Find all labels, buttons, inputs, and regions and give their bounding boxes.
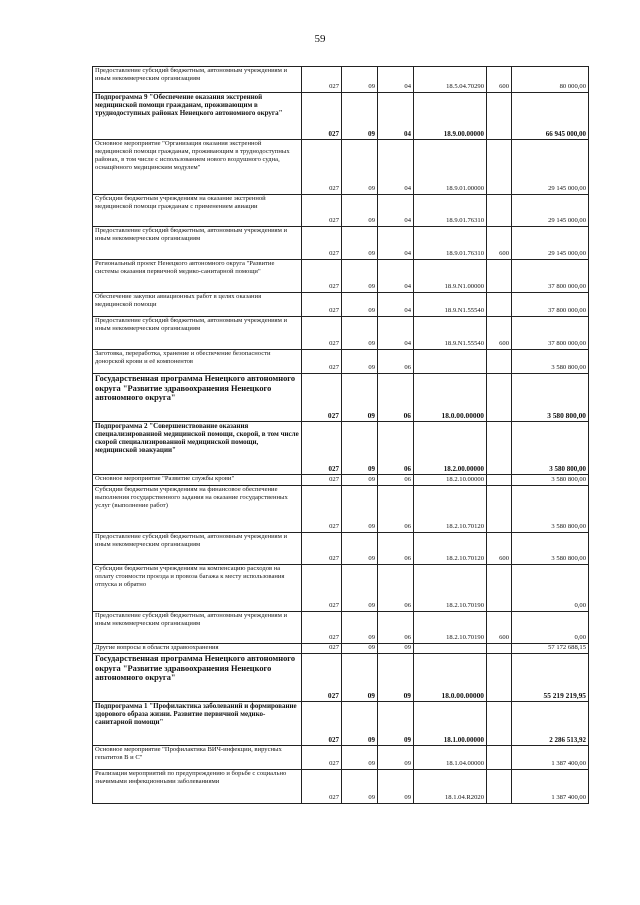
- row-expense-type: 600: [487, 67, 512, 93]
- row-target-article: 18.9.01.76310: [414, 227, 487, 260]
- row-target-article: 18.9.01.76310: [414, 195, 487, 227]
- row-target-article: 18.1.04.00000: [414, 746, 487, 770]
- row-subsection-code: 06: [378, 612, 414, 644]
- row-amount: 1 387 400,00: [512, 746, 589, 770]
- row-expense-type: 600: [487, 227, 512, 260]
- row-subsection-code: 06: [378, 475, 414, 486]
- row-expense-type: [487, 644, 512, 654]
- row-target-article: 18.9.N1.55540: [414, 293, 487, 317]
- row-target-article: 18.2.10.70190: [414, 612, 487, 644]
- row-expense-type: [487, 93, 512, 140]
- row-section-code: 09: [342, 644, 378, 654]
- row-ved-code: 027: [302, 350, 342, 374]
- table-row: [93, 612, 589, 644]
- row-target-article: 18.0.00.00000: [414, 654, 487, 702]
- row-subsection-code: 06: [378, 565, 414, 612]
- row-subsection-code: 06: [378, 350, 414, 374]
- table-row: [93, 770, 589, 804]
- row-amount: 29 145 000,00: [512, 195, 589, 227]
- row-ved-code: 027: [302, 227, 342, 260]
- row-ved-code: 027: [302, 374, 342, 422]
- row-name: Основное мероприятие "Развитие службы крови": [93, 475, 302, 486]
- row-ved-code: 027: [302, 702, 342, 746]
- row-expense-type: [487, 770, 512, 804]
- row-target-article: 18.2.00.00000: [414, 422, 487, 475]
- row-name: Реализация мероприятий по предупреждению и борьбе с социально значимыми инфекционными заболеваниями: [93, 770, 302, 804]
- row-expense-type: [487, 260, 512, 293]
- row-name: Предоставление субсидий бюджетным, автономным учреждениям и иным некоммерческим организациям: [93, 533, 302, 565]
- row-name: Другие вопросы в области здравоохранения: [93, 644, 302, 654]
- row-name: Подпрограмма 9 "Обеспечение оказания экстренной медицинской помощи гражданам, проживающим в труднодоступных районах Ненецкого автономного округа": [93, 93, 302, 140]
- row-section-code: 09: [342, 770, 378, 804]
- row-target-article: 18.9.01.00000: [414, 140, 487, 195]
- row-subsection-code: 06: [378, 533, 414, 565]
- table-row: [93, 350, 589, 374]
- row-section-code: 09: [342, 260, 378, 293]
- row-target-article: 18.2.10.70120: [414, 486, 487, 533]
- row-name: Предоставление субсидий бюджетным, автономным учреждениям и иным некоммерческим организациям: [93, 317, 302, 350]
- row-name: Основное мероприятие "Профилактика ВИЧ-инфекции, вирусных гепатитов В и С": [93, 746, 302, 770]
- row-name: Обеспечение закупки авиационных работ в целях оказания медицинской помощи: [93, 293, 302, 317]
- row-ved-code: 027: [302, 644, 342, 654]
- table-row: [93, 565, 589, 612]
- row-target-article: 18.5.04.70290: [414, 67, 487, 93]
- row-amount: 37 800 000,00: [512, 260, 589, 293]
- row-amount: 3 580 800,00: [512, 422, 589, 475]
- row-subsection-code: 04: [378, 195, 414, 227]
- row-name: Субсидии бюджетным учреждениям на финансовое обеспечение выполнения государственного задания на оказание государственных услуг (выполнение работ): [93, 486, 302, 533]
- row-name: Предоставление субсидий бюджетным, автономным учреждениям и иным некоммерческим организациям: [93, 612, 302, 644]
- table-row: [93, 533, 589, 565]
- row-subsection-code: 09: [378, 644, 414, 654]
- row-name: Подпрограмма 2 "Совершенствование оказания специализированной медицинской помощи, скорой, в том числе скорой специализированной медицинской помощи, медицинской эвакуации": [93, 422, 302, 475]
- row-amount: 3 580 800,00: [512, 350, 589, 374]
- row-target-article: 18.1.04.R2020: [414, 770, 487, 804]
- row-expense-type: 600: [487, 612, 512, 644]
- row-expense-type: [487, 350, 512, 374]
- row-amount: 3 580 800,00: [512, 486, 589, 533]
- row-amount: 3 580 800,00: [512, 533, 589, 565]
- row-amount: 57 172 688,15: [512, 644, 589, 654]
- row-ved-code: 027: [302, 746, 342, 770]
- table-row: [93, 67, 589, 93]
- row-amount: 3 580 800,00: [512, 475, 589, 486]
- row-target-article: 18.0.00.00000: [414, 374, 487, 422]
- row-subsection-code: 04: [378, 93, 414, 140]
- table-row: [93, 475, 589, 486]
- row-ved-code: 027: [302, 67, 342, 93]
- table-row: [93, 293, 589, 317]
- row-section-code: 09: [342, 475, 378, 486]
- table-body: [93, 67, 589, 804]
- row-ved-code: 027: [302, 770, 342, 804]
- row-ved-code: 027: [302, 260, 342, 293]
- row-subsection-code: 09: [378, 746, 414, 770]
- table-row: [93, 422, 589, 475]
- row-target-article: 18.9.N1.00000: [414, 260, 487, 293]
- page-number: 59: [314, 33, 326, 45]
- row-section-code: 09: [342, 350, 378, 374]
- row-ved-code: 027: [302, 93, 342, 140]
- row-ved-code: 027: [302, 533, 342, 565]
- table-row: [93, 702, 589, 746]
- row-amount: 29 145 000,00: [512, 227, 589, 260]
- table-row: [93, 195, 589, 227]
- row-ved-code: 027: [302, 293, 342, 317]
- row-name: Субсидии бюджетным учреждениям на оказание экстренной медицинской помощи гражданам с применением авиации: [93, 195, 302, 227]
- row-expense-type: [487, 475, 512, 486]
- row-target-article: 18.2.10.70190: [414, 565, 487, 612]
- row-subsection-code: 06: [378, 486, 414, 533]
- row-subsection-code: 04: [378, 293, 414, 317]
- row-section-code: 09: [342, 317, 378, 350]
- row-subsection-code: 04: [378, 67, 414, 93]
- row-target-article: 18.1.00.00000: [414, 702, 487, 746]
- row-section-code: 09: [342, 612, 378, 644]
- row-section-code: 09: [342, 67, 378, 93]
- row-subsection-code: 04: [378, 140, 414, 195]
- row-section-code: 09: [342, 227, 378, 260]
- row-section-code: 09: [342, 746, 378, 770]
- table-row: [93, 93, 589, 140]
- row-section-code: 09: [342, 93, 378, 140]
- row-ved-code: 027: [302, 486, 342, 533]
- table-row: [93, 140, 589, 195]
- row-subsection-code: 06: [378, 422, 414, 475]
- row-subsection-code: 04: [378, 227, 414, 260]
- row-expense-type: [487, 486, 512, 533]
- row-amount: 2 286 513,92: [512, 702, 589, 746]
- row-amount: 0,00: [512, 612, 589, 644]
- row-target-article: [414, 350, 487, 374]
- row-amount: 3 580 800,00: [512, 374, 589, 422]
- row-name: Государственная программа Ненецкого автономного округа "Развитие здравоохранения Ненецкого автономного округа": [93, 374, 302, 422]
- row-expense-type: [487, 293, 512, 317]
- row-section-code: 09: [342, 565, 378, 612]
- row-amount: 37 800 000,00: [512, 317, 589, 350]
- row-ved-code: 027: [302, 612, 342, 644]
- row-expense-type: 600: [487, 317, 512, 350]
- row-subsection-code: 06: [378, 374, 414, 422]
- row-amount: 80 000,00: [512, 67, 589, 93]
- table-row: [93, 654, 589, 702]
- row-name: Региональный проект Ненецкого автономного округа "Развитие системы оказания первичной медико-санитарной помощи": [93, 260, 302, 293]
- row-ved-code: 027: [302, 195, 342, 227]
- table-row: [93, 317, 589, 350]
- row-amount: 0,00: [512, 565, 589, 612]
- row-subsection-code: 04: [378, 317, 414, 350]
- row-section-code: 09: [342, 293, 378, 317]
- row-expense-type: [487, 654, 512, 702]
- row-name: Предоставление субсидий бюджетным, автономным учреждениям и иным некоммерческим организациям: [93, 67, 302, 93]
- row-ved-code: 027: [302, 565, 342, 612]
- row-target-article: 18.9.N1.55540: [414, 317, 487, 350]
- row-expense-type: [487, 140, 512, 195]
- row-name: Подпрограмма 1 "Профилактика заболеваний и формирование здорового образа жизни. Развитие первичной медико-санитарной помощи": [93, 702, 302, 746]
- row-amount: 29 145 000,00: [512, 140, 589, 195]
- row-section-code: 09: [342, 702, 378, 746]
- row-amount: 1 387 400,00: [512, 770, 589, 804]
- row-section-code: 09: [342, 422, 378, 475]
- row-section-code: 09: [342, 140, 378, 195]
- row-section-code: 09: [342, 486, 378, 533]
- row-section-code: 09: [342, 533, 378, 565]
- row-amount: 37 800 000,00: [512, 293, 589, 317]
- row-subsection-code: 09: [378, 702, 414, 746]
- row-section-code: 09: [342, 374, 378, 422]
- row-target-article: 18.2.10.70120: [414, 533, 487, 565]
- row-target-article: 18.9.00.00000: [414, 93, 487, 140]
- row-name: Основное мероприятие "Организация оказания экстренной медицинской помощи гражданам, проживающим в труднодоступных районах, в том числе с использованием нового воздушного судна, оснащённого медицинским модулем": [93, 140, 302, 195]
- row-expense-type: [487, 746, 512, 770]
- row-ved-code: 027: [302, 140, 342, 195]
- row-name: Государственная программа Ненецкого автономного округа "Развитие здравоохранения Ненецкого автономного округа": [93, 654, 302, 702]
- row-name: Предоставление субсидий бюджетным, автономным учреждениям и иным некоммерческим организациям: [93, 227, 302, 260]
- row-expense-type: [487, 565, 512, 612]
- row-subsection-code: 09: [378, 770, 414, 804]
- row-ved-code: 027: [302, 475, 342, 486]
- row-ved-code: 027: [302, 317, 342, 350]
- row-name: Заготовка, переработка, хранение и обеспечение безопасности донорской крови и её компонентов: [93, 350, 302, 374]
- row-expense-type: [487, 374, 512, 422]
- row-ved-code: 027: [302, 654, 342, 702]
- row-subsection-code: 04: [378, 260, 414, 293]
- row-expense-type: [487, 702, 512, 746]
- row-section-code: 09: [342, 654, 378, 702]
- row-amount: 55 219 219,95: [512, 654, 589, 702]
- row-target-article: 18.2.10.00000: [414, 475, 487, 486]
- table-row: [93, 644, 589, 654]
- row-ved-code: 027: [302, 422, 342, 475]
- table-row: [93, 486, 589, 533]
- table-row: [93, 260, 589, 293]
- row-expense-type: [487, 422, 512, 475]
- row-target-article: [414, 644, 487, 654]
- budget-table: [92, 66, 589, 804]
- row-expense-type: 600: [487, 533, 512, 565]
- row-expense-type: [487, 195, 512, 227]
- row-section-code: 09: [342, 195, 378, 227]
- row-amount: 66 945 000,00: [512, 93, 589, 140]
- table-row: [93, 227, 589, 260]
- row-subsection-code: 09: [378, 654, 414, 702]
- row-name: Субсидии бюджетным учреждениям на компенсацию расходов на оплату стоимости проезда и провоза багажа к месту использования отпуска и обратно: [93, 565, 302, 612]
- table-row: [93, 374, 589, 422]
- table-row: [93, 746, 589, 770]
